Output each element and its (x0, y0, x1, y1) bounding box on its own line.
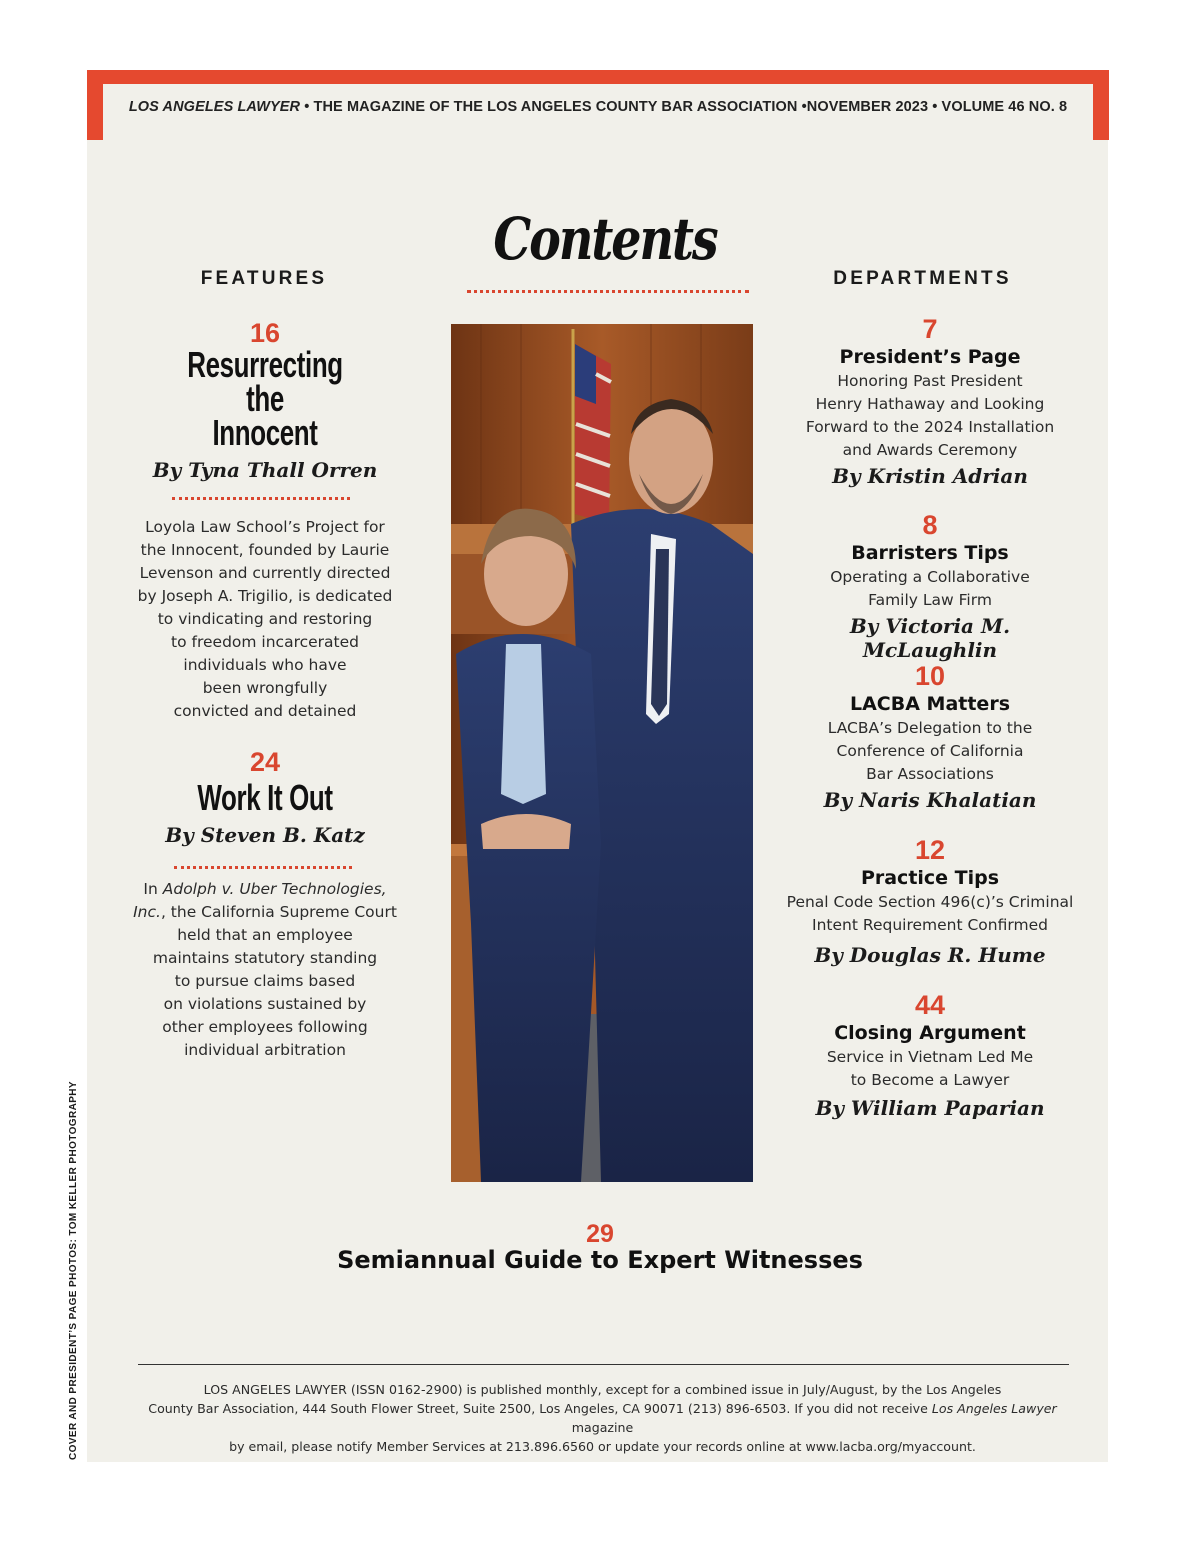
description-line: maintains statutory standing (152, 949, 378, 967)
feature-title-line: Innocent (212, 412, 318, 453)
description-line: Levenson and currently directed (139, 564, 391, 582)
department-subtitle-line: to Become a Lawyer (850, 1071, 1010, 1089)
feature-page-number: 16 (249, 318, 281, 348)
photo-credit: COVER AND PRESIDENT’S PAGE PHOTOS: TOM KELLER PHOTOGRAPHY (68, 1081, 79, 1460)
feature-byline: By Tyna Thall Orren (152, 458, 378, 482)
department-byline: By Kristin Adrian (832, 464, 1028, 488)
description-line: Loyola Law School’s Project for (145, 518, 385, 536)
feature-byline: By Steven B. Katz (165, 823, 365, 847)
feature-divider (172, 497, 350, 500)
notice-line-end: magazine (571, 1420, 634, 1435)
department-page-number: 44 (914, 990, 946, 1020)
department-title: President’s Page (839, 346, 1021, 368)
description-line: the Innocent, founded by Laurie (140, 541, 390, 559)
feature-16-description (120, 516, 410, 723)
departments-heading: DEPARTMENTS (833, 268, 1012, 289)
feature-24-description (120, 878, 410, 1062)
case-name-end: Inc. (133, 903, 161, 921)
red-frame-right (1093, 70, 1109, 140)
department-title: LACBA Matters (849, 693, 1010, 715)
department-byline: By Victoria M. McLaughlin (849, 614, 1011, 662)
feature-divider (174, 866, 352, 869)
description-prefix: In (143, 880, 163, 898)
department-page-number: 8 (922, 510, 938, 540)
department-subtitle-line: LACBA’s Delegation to the (827, 719, 1033, 737)
department-title: Practice Tips (860, 867, 1000, 889)
department-8[interactable] (785, 510, 1075, 662)
guide-title[interactable]: Semiannual Guide to Expert Witnesses (337, 1246, 863, 1274)
department-subtitle-line: Henry Hathaway and Looking (815, 395, 1045, 413)
department-subtitle-line: Forward to the 2024 Installation (805, 418, 1055, 436)
feature-24[interactable] (120, 747, 410, 847)
contents-title: Contents (493, 205, 717, 273)
footer-rule (138, 1364, 1069, 1365)
feature-title: Work It Out (197, 777, 333, 818)
department-subtitle-line: Intent Requirement Confirmed (812, 916, 1048, 934)
description-line: on violations sustained by (163, 995, 367, 1013)
department-subtitle-line: Operating a Collaborative (830, 568, 1030, 586)
masthead-publication: LOS ANGELES LAWYER (128, 99, 301, 115)
department-byline: By William Paparian (815, 1096, 1045, 1120)
notice-line: LOS ANGELES LAWYER (ISSN 0162-2900) is published monthly, except for a combined issue in July/August, by the Los Angeles (203, 1382, 1002, 1397)
department-title: Barristers Tips (851, 542, 1009, 564)
masthead (103, 99, 1093, 115)
department-byline: By Douglas R. Hume (814, 943, 1046, 967)
description-line: to vindicating and restoring (157, 610, 373, 628)
department-subtitle-line: Family Law Firm (868, 591, 992, 609)
description-line: by Joseph A. Trigilio, is dedicated (137, 587, 393, 605)
red-frame-left (87, 70, 103, 140)
department-title: Closing Argument (834, 1022, 1026, 1044)
feature-16[interactable] (120, 318, 410, 482)
notice-line: by email, please notify Member Services at 213.896.6560 or update your records online at www.lacba.org/myaccount. (229, 1439, 976, 1454)
department-subtitle-line: and Awards Ceremony (842, 441, 1018, 459)
department-7[interactable] (785, 314, 1075, 488)
department-44[interactable] (785, 990, 1075, 1120)
description-line: individual arbitration (184, 1041, 346, 1059)
department-10[interactable] (785, 661, 1075, 812)
notice-magazine-name: Los Angeles Lawyer (931, 1401, 1057, 1416)
description-line: held that an employee (177, 926, 353, 944)
contents-divider (467, 290, 749, 293)
description-line: to pursue claims based (174, 972, 356, 990)
department-page-number: 7 (922, 314, 938, 344)
red-frame-top (87, 70, 1109, 84)
description-line: other employees following (162, 1018, 368, 1036)
department-subtitle-line: Service in Vietnam Led Me (826, 1048, 1034, 1066)
department-page-number: 12 (914, 835, 946, 865)
features-heading: FEATURES (200, 268, 328, 289)
publication-notice (120, 1380, 1085, 1456)
case-name: Adolph v. Uber Technologies, (162, 880, 387, 898)
description-line: to freedom incarcerated (171, 633, 359, 651)
department-subtitle-line: Conference of California (836, 742, 1024, 760)
department-subtitle-line: Bar Associations (866, 765, 994, 783)
feature-title-line: the (246, 378, 284, 419)
masthead-details: • THE MAGAZINE OF THE LOS ANGELES COUNTY BAR ASSOCIATION •NOVEMBER 2023 • VOLUME 46 NO. 8 (300, 99, 1068, 115)
description-line: , the California Supreme Court (160, 903, 397, 921)
description-line: been wrongfully (202, 679, 328, 697)
feature-page-number: 24 (249, 747, 281, 777)
notice-line: County Bar Association, 444 South Flower Street, Suite 2500, Los Angeles, CA 90071 (213) 896-6503. If you did not receive (148, 1401, 932, 1416)
department-12[interactable] (785, 835, 1075, 967)
department-byline: By Naris Khalatian (823, 788, 1037, 812)
department-subtitle-line: Penal Code Section 496(c)’s Criminal (786, 893, 1074, 911)
description-line: individuals who have (183, 656, 347, 674)
cover-photo-illustration (451, 324, 753, 1182)
department-subtitle-line: Honoring Past President (837, 372, 1023, 390)
guide-page-number: 29 (586, 1220, 614, 1248)
feature-title-line: Resurrecting (187, 344, 343, 385)
department-page-number: 10 (914, 661, 946, 691)
cover-photo (451, 324, 753, 1182)
description-line: convicted and detained (173, 702, 357, 720)
